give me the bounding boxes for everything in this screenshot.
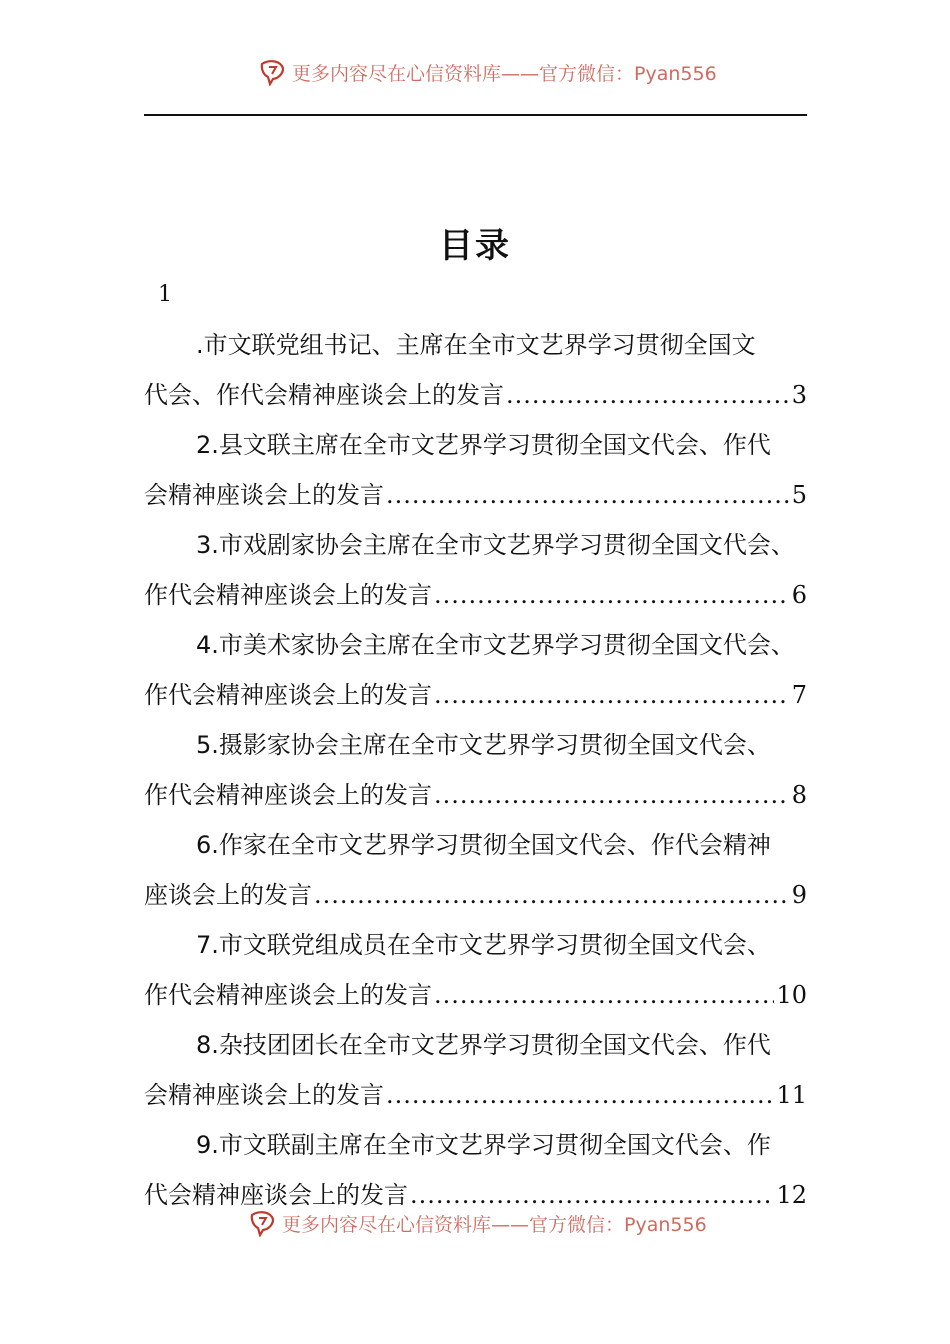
toc-entry[interactable] xyxy=(144,1020,807,1120)
footer-watermark-banner xyxy=(248,1208,707,1238)
toc-entry[interactable] xyxy=(144,720,807,820)
toc-entry-title-line2: 代会精神座谈会上的发言 xyxy=(144,1181,408,1209)
toc-entry[interactable] xyxy=(144,620,807,720)
toc-entry-title-line1: 8.杂技团团长在全市文艺界学习贯彻全国文代会、作代 xyxy=(196,1031,771,1059)
dot-leader xyxy=(506,370,790,420)
toc-entry-second-line xyxy=(144,670,807,720)
logo-icon xyxy=(248,1209,278,1237)
toc-page-number: 8 xyxy=(791,781,807,809)
toc-entry-title-line1: 5.摄影家协会主席在全市文艺界学习贯彻全国文代会、 xyxy=(196,731,771,759)
toc-page-number: 9 xyxy=(791,881,807,909)
dot-leader xyxy=(434,570,790,620)
toc-page-number: 10 xyxy=(776,981,807,1009)
dot-leader xyxy=(386,1070,774,1120)
toc-entry-title-line2: 作代会精神座谈会上的发言 xyxy=(144,781,432,809)
toc-entry-title-line2: 座谈会上的发言 xyxy=(144,881,312,909)
toc-page-number: 5 xyxy=(791,481,807,509)
toc-entry-title-line1: .市文联党组书记、主席在全市文艺界学习贯彻全国文 xyxy=(196,331,756,359)
toc-entry-title-line1: 3.市戏剧家协会主席在全市文艺界学习贯彻全国文代会、 xyxy=(196,531,795,559)
toc-entry-title-line2: 代会、作代会精神座谈会上的发言 xyxy=(144,381,504,409)
toc-page-number: 11 xyxy=(776,1081,807,1109)
dot-leader xyxy=(434,670,790,720)
toc-entry-title-line1: 4.市美术家协会主席在全市文艺界学习贯彻全国文代会、 xyxy=(196,631,795,659)
toc-page-number: 6 xyxy=(791,581,807,609)
toc-page-number: 3 xyxy=(791,381,807,409)
toc-entry[interactable] xyxy=(144,820,807,920)
toc-entry-title-line2: 会精神座谈会上的发言 xyxy=(144,1081,384,1109)
dot-leader xyxy=(434,770,790,820)
toc-entry-title-line1: 9.市文联副主席在全市文艺界学习贯彻全国文代会、作 xyxy=(196,1131,771,1159)
toc-entry-second-line xyxy=(144,770,807,820)
toc-entry-title-line2: 作代会精神座谈会上的发言 xyxy=(144,981,432,1009)
header-watermark-banner xyxy=(258,56,717,88)
toc-entry-title-line1: 7.市文联党组成员在全市文艺界学习贯彻全国文代会、 xyxy=(196,931,771,959)
toc-page-number: 7 xyxy=(791,681,807,709)
toc-entry-second-line xyxy=(144,470,807,520)
toc-entry[interactable] xyxy=(144,920,807,1020)
page-title: 目录 xyxy=(439,226,511,266)
toc-entry-title-line1: 2.县文联主席在全市文艺界学习贯彻全国文代会、作代 xyxy=(196,431,771,459)
toc-entry-title-line2: 作代会精神座谈会上的发言 xyxy=(144,581,432,609)
toc-entry-second-line xyxy=(144,1070,807,1120)
dot-leader xyxy=(314,870,790,920)
logo-icon xyxy=(258,58,288,86)
dot-leader xyxy=(386,470,790,520)
table-of-contents xyxy=(144,320,807,1220)
toc-entry-title-line2: 作代会精神座谈会上的发言 xyxy=(144,681,432,709)
toc-page-number: 12 xyxy=(776,1181,807,1209)
toc-entry-second-line xyxy=(144,370,807,420)
toc-entry[interactable] xyxy=(144,320,807,420)
footer-watermark-text: 更多内容尽在心信资料库——官方微信：Pyan556 xyxy=(282,1213,707,1236)
toc-entry-second-line xyxy=(144,870,807,920)
toc-entry[interactable] xyxy=(144,420,807,520)
toc-entry[interactable] xyxy=(144,1120,807,1220)
dot-leader xyxy=(434,970,774,1020)
toc-entry-title-line2: 会精神座谈会上的发言 xyxy=(144,481,384,509)
header-watermark-text: 更多内容尽在心信资料库——官方微信：Pyan556 xyxy=(292,62,717,85)
toc-entry-title-line1: 6.作家在全市文艺界学习贯彻全国文代会、作代会精神 xyxy=(196,831,771,859)
toc-entry-second-line xyxy=(144,570,807,620)
toc-entry[interactable] xyxy=(144,520,807,620)
stray-number: 1 xyxy=(158,282,172,307)
toc-entry-second-line xyxy=(144,970,807,1020)
header-rule xyxy=(144,114,807,116)
